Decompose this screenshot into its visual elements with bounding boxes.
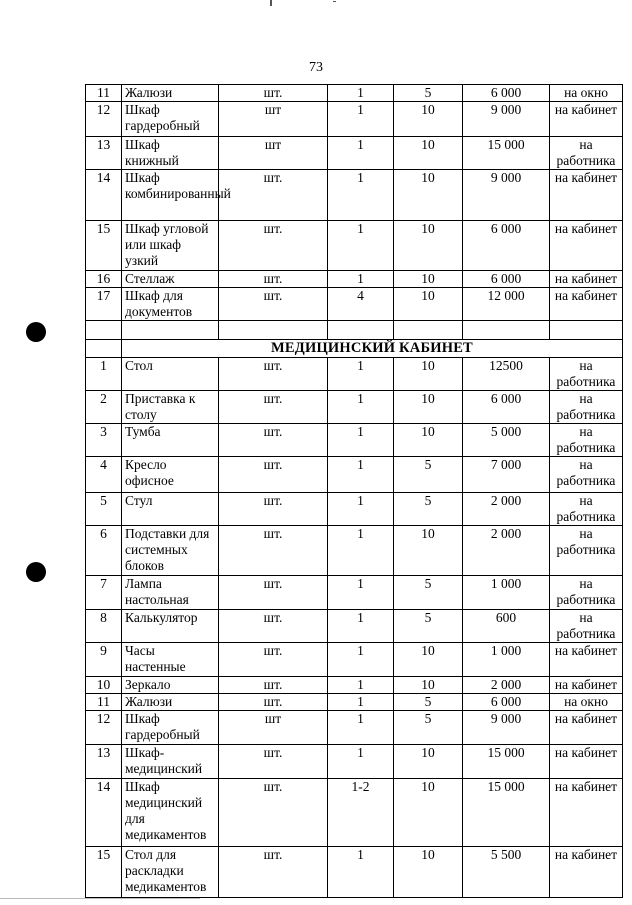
table-row	[86, 493, 623, 526]
equipment-table	[85, 84, 623, 898]
service-years: 5	[394, 85, 463, 102]
section-row	[86, 340, 623, 358]
unit: шт.	[219, 457, 328, 493]
service-years: 10	[394, 526, 463, 576]
unit: шт.	[219, 288, 328, 321]
price: 9 000	[463, 170, 550, 221]
service-years: 5	[394, 457, 463, 493]
item-name: Шкаф книжный	[122, 137, 219, 170]
service-years: 10	[394, 391, 463, 424]
scan-line	[0, 898, 200, 899]
norm: на кабинет	[550, 847, 623, 898]
norm: на кабинет	[550, 779, 623, 847]
service-years: 10	[394, 847, 463, 898]
scan-mark	[333, 1, 336, 2]
price: 15 000	[463, 137, 550, 170]
norm: на работника	[550, 493, 623, 526]
item-name: Стул	[122, 493, 219, 526]
quantity: 1	[328, 493, 394, 526]
unit: шт	[219, 102, 328, 137]
quantity: 1	[328, 745, 394, 779]
blank-row	[86, 321, 623, 340]
norm: на кабинет	[550, 288, 623, 321]
table-row	[86, 847, 623, 898]
table-row	[86, 424, 623, 457]
row-number: 7	[86, 576, 122, 610]
table-row	[86, 170, 623, 221]
table-row	[86, 221, 623, 271]
row-number: 1	[86, 358, 122, 391]
norm: на кабинет	[550, 170, 623, 221]
price: 12 000	[463, 288, 550, 321]
service-years: 5	[394, 694, 463, 711]
price: 1 000	[463, 576, 550, 610]
item-name: Калькулятор	[122, 610, 219, 643]
item-name: Шкаф-медицинский	[122, 745, 219, 779]
price: 6 000	[463, 271, 550, 288]
price: 5 500	[463, 847, 550, 898]
unit: шт.	[219, 677, 328, 694]
unit: шт.	[219, 847, 328, 898]
row-number: 15	[86, 221, 122, 271]
item-name: Тумба	[122, 424, 219, 457]
row-number: 14	[86, 170, 122, 221]
price: 6 000	[463, 694, 550, 711]
row-number: 3	[86, 424, 122, 457]
unit: шт	[219, 711, 328, 745]
norm: на кабинет	[550, 711, 623, 745]
empty-cell	[550, 321, 623, 340]
row-number: 12	[86, 711, 122, 745]
table-row	[86, 694, 623, 711]
price: 9 000	[463, 102, 550, 137]
binder-hole	[26, 562, 46, 582]
table-row	[86, 779, 623, 847]
binder-hole	[26, 322, 46, 342]
price: 5 000	[463, 424, 550, 457]
price: 6 000	[463, 85, 550, 102]
service-years: 10	[394, 677, 463, 694]
norm: на окно	[550, 85, 623, 102]
table-row	[86, 271, 623, 288]
unit: шт.	[219, 745, 328, 779]
quantity: 1	[328, 221, 394, 271]
price: 600	[463, 610, 550, 643]
unit: шт.	[219, 391, 328, 424]
table-row	[86, 288, 623, 321]
row-number: 6	[86, 526, 122, 576]
empty-cell	[394, 321, 463, 340]
norm: на работника	[550, 424, 623, 457]
quantity: 1	[328, 170, 394, 221]
quantity: 1	[328, 271, 394, 288]
quantity: 1	[328, 677, 394, 694]
item-name: Лампа настольная	[122, 576, 219, 610]
row-number: 11	[86, 694, 122, 711]
item-name: Шкаф комбинированный	[122, 170, 219, 221]
norm: на кабинет	[550, 221, 623, 271]
quantity: 1	[328, 391, 394, 424]
quantity: 1	[328, 85, 394, 102]
section-title: МЕДИЦИНСКИЙ КАБИНЕТ	[122, 340, 623, 358]
norm: на работника	[550, 358, 623, 391]
norm: на работника	[550, 457, 623, 493]
unit: шт.	[219, 424, 328, 457]
unit: шт.	[219, 493, 328, 526]
item-name: Зеркало	[122, 677, 219, 694]
service-years: 5	[394, 576, 463, 610]
quantity: 1	[328, 711, 394, 745]
price: 1 000	[463, 643, 550, 677]
norm: на работника	[550, 526, 623, 576]
service-years: 10	[394, 221, 463, 271]
empty-cell	[86, 340, 122, 358]
row-number: 5	[86, 493, 122, 526]
quantity: 1	[328, 643, 394, 677]
unit: шт.	[219, 576, 328, 610]
item-name: Шкаф гардеробный	[122, 102, 219, 137]
quantity: 1	[328, 694, 394, 711]
table-row	[86, 711, 623, 745]
row-number: 13	[86, 137, 122, 170]
table-row	[86, 576, 623, 610]
item-name: Часы настенные	[122, 643, 219, 677]
row-number: 11	[86, 85, 122, 102]
quantity: 1	[328, 526, 394, 576]
norm: на работника	[550, 137, 623, 170]
service-years: 10	[394, 137, 463, 170]
quantity: 4	[328, 288, 394, 321]
quantity: 1	[328, 576, 394, 610]
table-row	[86, 85, 623, 102]
row-number: 9	[86, 643, 122, 677]
item-name: Стол для раскладки медикаментов	[122, 847, 219, 898]
price: 15 000	[463, 779, 550, 847]
empty-cell	[463, 321, 550, 340]
quantity: 1-2	[328, 779, 394, 847]
unit: шт.	[219, 170, 328, 221]
quantity: 1	[328, 102, 394, 137]
unit: шт.	[219, 221, 328, 271]
row-number: 10	[86, 677, 122, 694]
norm: на работника	[550, 576, 623, 610]
table-row	[86, 745, 623, 779]
norm: на кабинет	[550, 677, 623, 694]
service-years: 5	[394, 711, 463, 745]
quantity: 1	[328, 358, 394, 391]
item-name: Шкаф медицинский для медикаментов	[122, 779, 219, 847]
unit: шт.	[219, 358, 328, 391]
row-number: 17	[86, 288, 122, 321]
table-row	[86, 526, 623, 576]
row-number: 15	[86, 847, 122, 898]
service-years: 10	[394, 745, 463, 779]
price: 6 000	[463, 391, 550, 424]
table-row	[86, 137, 623, 170]
item-name: Шкаф гардеробный	[122, 711, 219, 745]
table-row	[86, 643, 623, 677]
row-number: 16	[86, 271, 122, 288]
empty-cell	[122, 321, 219, 340]
unit: шт	[219, 137, 328, 170]
unit: шт.	[219, 643, 328, 677]
table-row	[86, 677, 623, 694]
row-number: 2	[86, 391, 122, 424]
quantity: 1	[328, 424, 394, 457]
table-row	[86, 102, 623, 137]
item-name: Жалюзи	[122, 85, 219, 102]
row-number: 13	[86, 745, 122, 779]
table-row	[86, 610, 623, 643]
item-name: Подставки для системных блоков	[122, 526, 219, 576]
item-name: Стол	[122, 358, 219, 391]
item-name: Шкаф для документов	[122, 288, 219, 321]
item-name: Приставка к столу	[122, 391, 219, 424]
row-number: 8	[86, 610, 122, 643]
quantity: 1	[328, 610, 394, 643]
norm: на работника	[550, 610, 623, 643]
row-number: 12	[86, 102, 122, 137]
service-years: 10	[394, 102, 463, 137]
quantity: 1	[328, 847, 394, 898]
item-name: Шкаф угловой или шкаф узкий	[122, 221, 219, 271]
price: 7 000	[463, 457, 550, 493]
price: 6 000	[463, 221, 550, 271]
unit: шт.	[219, 271, 328, 288]
item-name: Стеллаж	[122, 271, 219, 288]
price: 2 000	[463, 493, 550, 526]
unit: шт.	[219, 694, 328, 711]
norm: на кабинет	[550, 745, 623, 779]
empty-cell	[328, 321, 394, 340]
table-row	[86, 457, 623, 493]
row-number: 14	[86, 779, 122, 847]
service-years: 5	[394, 493, 463, 526]
service-years: 10	[394, 358, 463, 391]
service-years: 10	[394, 643, 463, 677]
service-years: 5	[394, 610, 463, 643]
service-years: 10	[394, 424, 463, 457]
scan-mark	[270, 0, 272, 6]
row-number: 4	[86, 457, 122, 493]
quantity: 1	[328, 137, 394, 170]
quantity: 1	[328, 457, 394, 493]
item-name: Жалюзи	[122, 694, 219, 711]
norm: на окно	[550, 694, 623, 711]
page-number: 73	[309, 60, 323, 75]
price: 12500	[463, 358, 550, 391]
table-row	[86, 358, 623, 391]
empty-cell	[86, 321, 122, 340]
service-years: 10	[394, 779, 463, 847]
norm: на кабинет	[550, 271, 623, 288]
norm: на кабинет	[550, 643, 623, 677]
table-row	[86, 391, 623, 424]
price: 15 000	[463, 745, 550, 779]
price: 2 000	[463, 526, 550, 576]
item-name: Кресло офисное	[122, 457, 219, 493]
unit: шт.	[219, 779, 328, 847]
unit: шт.	[219, 526, 328, 576]
service-years: 10	[394, 288, 463, 321]
price: 2 000	[463, 677, 550, 694]
service-years: 10	[394, 170, 463, 221]
unit: шт.	[219, 610, 328, 643]
norm: на кабинет	[550, 102, 623, 137]
empty-cell	[219, 321, 328, 340]
price: 9 000	[463, 711, 550, 745]
unit: шт.	[219, 85, 328, 102]
service-years: 10	[394, 271, 463, 288]
norm: на работника	[550, 391, 623, 424]
